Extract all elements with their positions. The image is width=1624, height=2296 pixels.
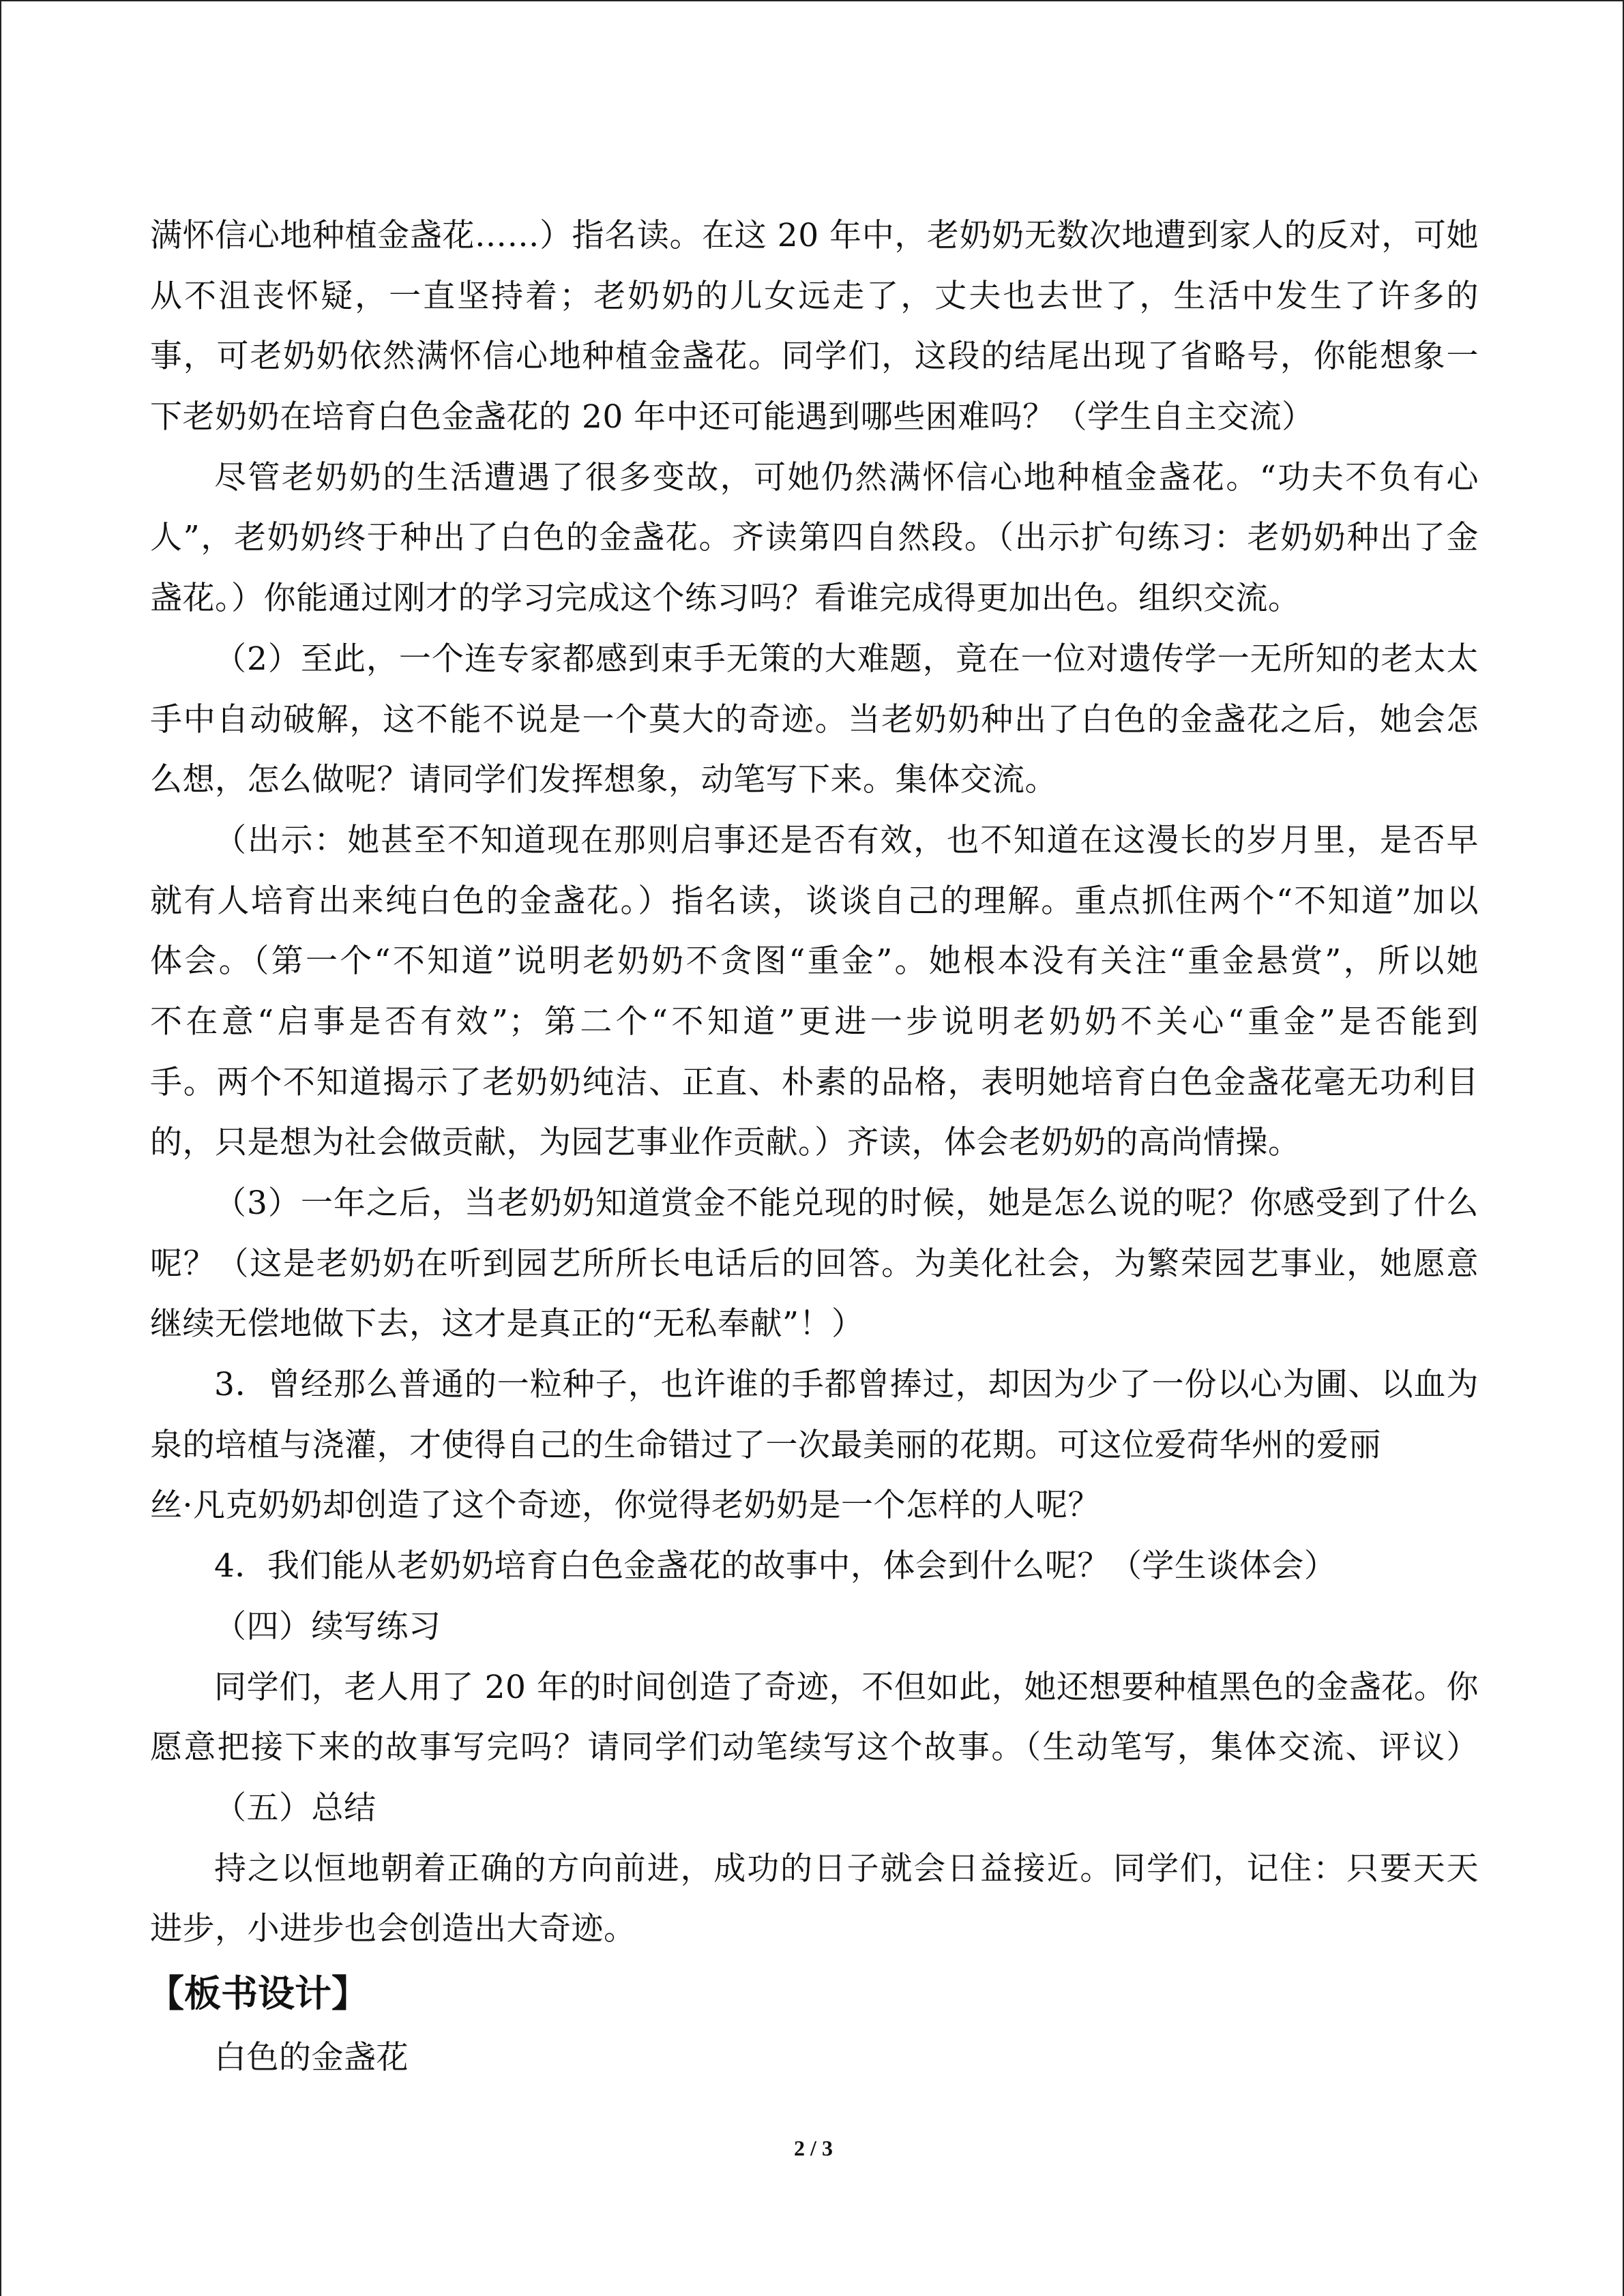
text-line: 持之以恒地朝着正确的方向前进，成功的日子就会日益接近。同学们，记住：只要天天 (214, 1849, 1479, 1888)
text-line: 同学们，老人用了 20 年的时间创造了奇迹，不但如此，她还想要种植黑色的金盏花。你 (214, 1668, 1479, 1706)
text-line: 尽管老奶奶的生活遭遇了很多变故，可她仍然满怀信心地种植金盏花。“功夫不负有心 (214, 458, 1479, 496)
text-line: 下老奶奶在培育白色金盏花的 20 年中还可能遇到哪些困难吗？（学生自主交流） (150, 398, 1314, 436)
text-line: 满怀信心地种植金盏花……）指名读。在这 20 年中，老奶奶无数次地遭到家人的反对，可她 (150, 217, 1479, 254)
board-title: 白色的金盏花 (214, 2038, 409, 2076)
paragraph-lines (150, 206, 1479, 1960)
text-line: 的，只是想为社会做贡献，为园艺事业作贡献。）齐读，体会老奶奶的高尚情操。 (150, 1124, 1301, 1162)
text-line: 4．我们能从老奶奶培育白色金盏花的故事中，体会到什么呢？（学生谈体会） (214, 1547, 1337, 1585)
text-line: 事，可老奶奶依然满怀信心地种植金盏花。同学们，这段的结尾出现了省略号，你能想象一 (150, 338, 1479, 376)
text-line: 呢？（这是老奶奶在听到园艺所所长电话后的回答。为美化社会，为繁荣园艺事业，她愿意 (150, 1244, 1479, 1283)
text-line: 继续无偿地做下去，这才是真正的“无私奉献”！） (150, 1305, 864, 1343)
text-line: 丝·凡克奶奶却创造了这个奇迹，你觉得老奶奶是一个怎样的人呢？ (150, 1487, 1100, 1525)
text-line: （五）总结 (214, 1789, 377, 1827)
text-line: 泉的培植与浇灌，才使得自己的生命错过了一次最美丽的花期。可这位爱荷华州的爱丽 (150, 1426, 1381, 1464)
page-number: 2 / 3 (794, 2136, 833, 2160)
text-line: （3）一年之后，当老奶奶知道赏金不能兑现的时候，她是怎么说的呢？你感受到了什么 (214, 1184, 1479, 1222)
text-line: 手。两个不知道揭示了老奶奶纯洁、正直、朴素的品格，表明她培育白色金盏花毫无功利目 (150, 1063, 1479, 1101)
text-line: 盏花。）你能通过刚才的学习完成这个练习吗？看谁完成得更加出色。组织交流。 (150, 580, 1301, 618)
text-line: 愿意把接下来的故事写完吗？请同学们动笔续写这个故事。（生动笔写，集体交流、评议） (150, 1729, 1479, 1767)
text-line: 不在意“启事是否有效”；第二个“不知道”更进一步说明老奶奶不关心“重金”是否能到 (150, 1002, 1479, 1041)
section-heading: 【板书设计】 (147, 1971, 368, 2015)
text-line: 就有人培育出来纯白色的金盏花。）指名读，谈谈自己的理解。重点抓住两个“不知道”加以 (150, 882, 1479, 920)
text-line: （出示：她甚至不知道现在那则启事还是否有效，也不知道在这漫长的岁月里，是否早 (214, 821, 1479, 859)
text-line: 体会。（第一个“不知道”说明老奶奶不贪图“重金”。她根本没有关注“重金悬赏”，所以她 (150, 942, 1479, 981)
text-line: （2）至此，一个连专家都感到束手无策的大难题，竟在一位对遗传学一无所知的老太太 (214, 640, 1479, 678)
text-line: 进步，小进步也会创造出大奇迹。 (150, 1910, 636, 1948)
document-body (147, 206, 1479, 2089)
text-line: （四）续写练习 (214, 1607, 441, 1645)
text-line: 么想，怎么做呢？请同学们发挥想象，动笔写下来。集体交流。 (150, 761, 1057, 799)
text-line: 手中自动破解，这不能不说是一个莫大的奇迹。当老奶奶种出了白色的金盏花之后，她会怎 (150, 700, 1479, 739)
text-line: 3．曾经那么普通的一粒种子，也许谁的手都曾捧过，却因为少了一份以心为圃、以血为 (214, 1366, 1479, 1404)
text-line: 人”，老奶奶终于种出了白色的金盏花。齐读第四自然段。（出示扩句练习：老奶奶种出了金 (150, 519, 1479, 557)
text-line: 从不沮丧怀疑，一直坚持着；老奶奶的儿女远走了，丈夫也去世了，生活中发生了许多的 (150, 277, 1479, 315)
